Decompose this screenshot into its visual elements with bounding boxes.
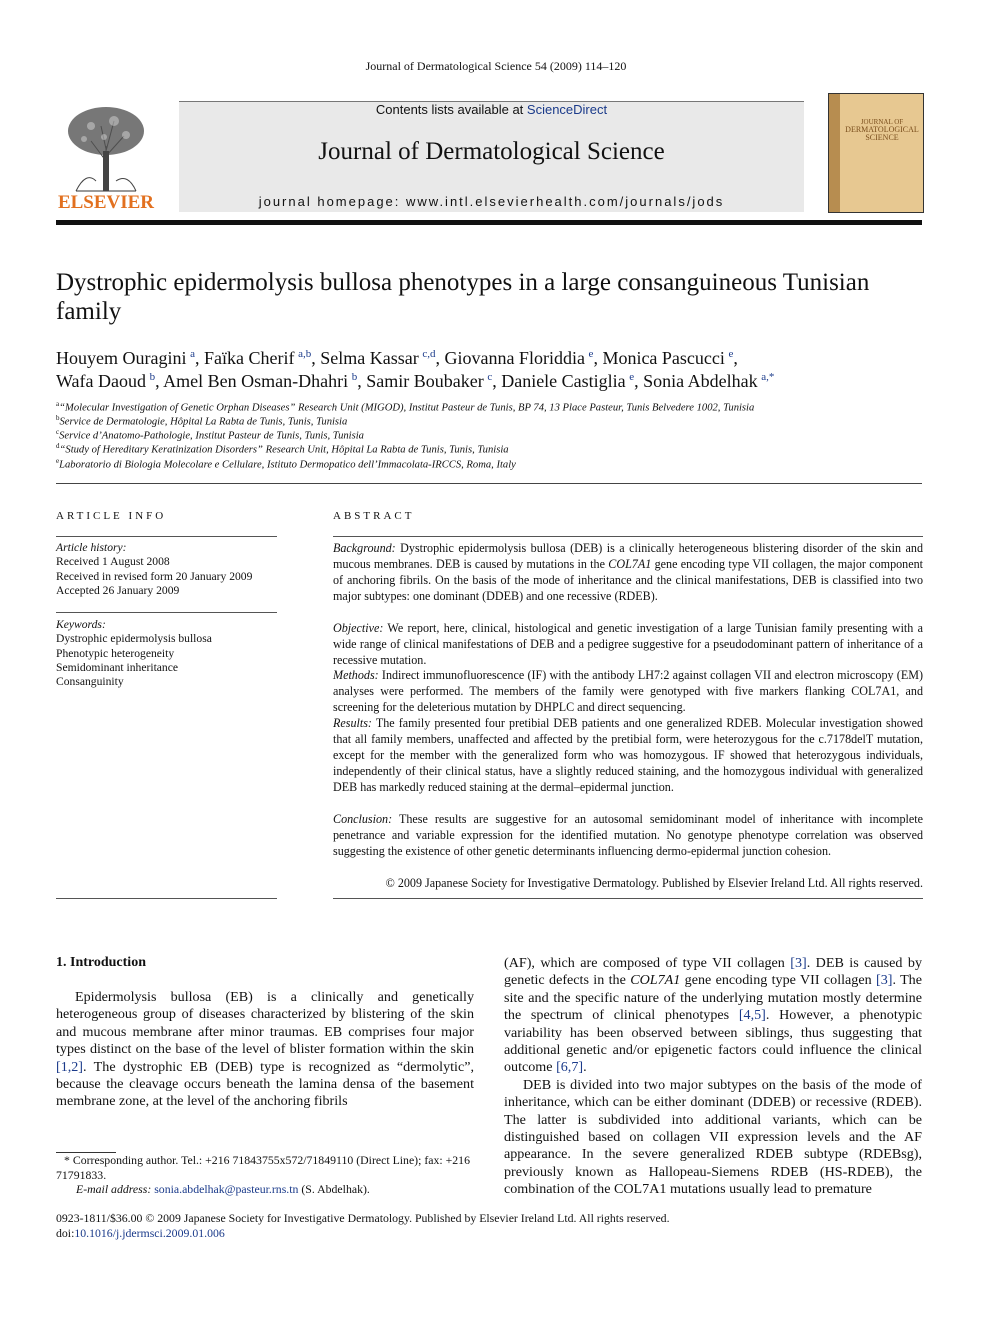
affiliation-mark: b (56, 414, 60, 422)
keyword: Dystrophic epidermolysis bullosa (56, 632, 212, 646)
keyword: Consanguinity (56, 675, 124, 689)
author-affiliation-mark[interactable]: c,d (422, 348, 436, 360)
author-name[interactable]: Daniele Castiglia (501, 371, 626, 391)
intro-text: . (583, 1059, 587, 1076)
intro-text: Epidermolysis bullosa (EB) is a clinically and genetically heterogeneous group of diseases characterized by blistering of the skin and mucous membrane after minor traumas. EB comprises four major types distinct on the base of the level of blister formation within the skin (56, 989, 474, 1058)
citation-link[interactable]: [3] (790, 955, 807, 971)
introduction-heading: 1. Introduction (56, 955, 146, 970)
affiliation-mark: d (56, 442, 60, 450)
background-text-b: gene encoding type VII collagen, the major component of anchoring fibrils. On the basis of the mode of inheritance and the clinical manifestations, DEB is classified into two major subtypes: one dominant (DDEB) and one recessive (RDEB). (333, 556, 923, 603)
gene-name: COL7A1 (630, 972, 681, 989)
email-line (56, 1182, 476, 1197)
sciencedirect-link[interactable]: ScienceDirect (526, 102, 608, 117)
article-info-rule (56, 536, 277, 537)
paper-title: Dystrophic epidermolysis bullosa phenotypes in a large consanguineous Tunisian family (56, 269, 870, 325)
author-affiliation-mark[interactable]: b (149, 371, 156, 383)
journal-homepage[interactable]: journal homepage: www.intl.elsevierhealth.com/journals/jods (258, 194, 725, 209)
article-info-heading: ARTICLE INFO (56, 510, 167, 522)
author-line-1: Houyem Ouragini $^a$, Faïka Cherif $^{a,b}$, Selma Kassar $^{c,d}$, Giovanna Floriddia $^e$, Monica Pascucci $^e$, (56, 348, 738, 368)
author-name[interactable]: Faïka Cherif (203, 348, 295, 368)
intro-paragraph-1 (56, 989, 474, 1111)
keywords-label: Keywords: (56, 618, 106, 631)
history-received: Received 1 August 2008 (56, 555, 170, 569)
abstract-rule (333, 536, 923, 537)
results-label: Results: (333, 716, 372, 730)
results-text: The family presented four pretibial DEB patients and one generalized RDEB. Molecular investigation showed that all family members, unaffected and affected by the pretibial form, were heterozygous for the c.7178delT mutation, except for the member with the generalized form who was homozygous. IF showed that heterozygous individuals, independently of their clinical status, have a slightly reduced staining, and the homozygous individual with generalized DEB has markedly reduced staining at the dermal–epidermal junction. (333, 716, 923, 794)
issn-line: 0923-1811/$36.00 © 2009 Japanese Society for Investigative Dermatology. Published by Elsevier Ireland Ltd. All rights reserved. (56, 1211, 670, 1225)
author-affiliation-mark[interactable]: a,b (298, 348, 312, 360)
objective-label: Objective: (333, 621, 384, 635)
cover-title-line3: SCIENCE (865, 133, 899, 142)
background-gene: COL7A1 (608, 556, 652, 571)
author-line-2: Wafa Daoud $^b$, Amel Ben Osman-Dhahri $^b$, Samir Boubaker $^c$, Daniele Castiglia $^e$, Sonia Abdelhak $^{a,*}$ (56, 371, 775, 391)
abstract-conclusion (333, 812, 923, 860)
contents-line (179, 102, 804, 117)
intro-text: (AF), which are composed of type VII collagen (504, 955, 791, 971)
page-footer (56, 1211, 922, 1241)
affiliation-text: Service d’Anatomo-Pathologie, Institut Pasteur de Tunis, Tunis, Tunisia (59, 430, 364, 442)
affiliation-text: Laboratorio di Biologia Molecolare e Cellulare, Istituto Dermopatico dell’Immacolata-IRCCS, Roma, Italy (59, 459, 516, 471)
intro-text: . DEB is caused by genetic defects in the (504, 955, 922, 989)
email-link[interactable]: sonia.abdelhak@pasteur.rns.tn (154, 1182, 299, 1196)
abstract-objective (333, 621, 923, 669)
section-rule (56, 483, 922, 484)
contents-prefix: Contents lists available at (375, 102, 527, 117)
intro-text: . However, a phenotypic variability has been observed between siblings, thus suggesting that additional genetic and/or epigenetic factors could influence the clinical outcome (504, 1007, 923, 1076)
author-name[interactable]: Monica Pascucci (602, 348, 725, 368)
methods-text: Indirect immunofluorescence (IF) with the antibody LH7:2 against collagen VII and electron microscopy (EM) analyses were performed. The members of the family were genotyped with five markers flanking COL7A1, and screening for the deleterious mutation by DHPLC and direct sequencing. (333, 668, 923, 714)
doi-prefix: doi: (56, 1226, 75, 1240)
history-label: Article history: (56, 541, 127, 554)
intro-text: . The site and the specific nature of the underlying mutation mostly determine the spectrum of clinical phenotypes (504, 972, 922, 1024)
affiliation-mark: a (56, 400, 60, 408)
doi-line (56, 1226, 922, 1241)
abstract-copyright: © 2009 Japanese Society for Investigative Dermatology. Published by Elsevier Ireland Ltd. All rights reserved. (385, 876, 923, 890)
journal-title: Journal of Dermatological Science (318, 138, 665, 165)
elsevier-wordmark: ELSEVIER (57, 192, 155, 213)
citation-link[interactable]: [3] (876, 972, 893, 989)
author-affiliation-mark[interactable]: c (487, 371, 493, 383)
background-text-a: Dystrophic epidermolysis bullosa (DEB) is a clinically heterogeneous blistering disorder of the skin and mucous membranes. DEB is caused by mutations in the (333, 541, 923, 571)
body-column-left (56, 989, 474, 1111)
affiliation-text: “Study of Hereditary Keratinization Disorders” Research Unit, Hôpital La Rabta de Tunis, Tunis, Tunisia (59, 444, 509, 456)
intro-text: gene encoding type VII collagen (680, 972, 877, 989)
keywords-rule (56, 612, 277, 613)
body-column-right (504, 955, 922, 1199)
methods-label: Methods: (333, 668, 379, 682)
cover-title-line1: JOURNAL OF (860, 118, 904, 126)
objective-text: We report, here, clinical, histological and genetic investigation of a large Tunisian family presenting with a wide range of clinical manifestations of DEB and a pedigree suggestive for a pseudodominant pattern of inheritance of a recessive mutation. (333, 621, 923, 667)
cover-spine (829, 94, 840, 212)
conclusion-text: These results are suggestive for an autosomal semidominant model of inheritance with incomplete penetrance and variable expression for the identified mutation. No genotype phenotype correlation was observed suggesting the existence of other genetic determinants influencing dermo-epidermal junction cohesion. (333, 812, 923, 858)
author-name[interactable]: Giovanna Floriddia (444, 348, 585, 368)
email-label: E-mail address: (76, 1182, 152, 1196)
affiliation-text: “Molecular Investigation of Genetic Orphan Diseases” Research Unit (MIGOD), Institut Pasteur de Tunis, BP 74, 13 Place Pasteur, Tunis Belvedere 1002, Tunisia (59, 402, 755, 414)
history-revised: Received in revised form 20 January 2009 (56, 569, 253, 583)
footnote (56, 1153, 476, 1197)
journal-cover-thumbnail (828, 93, 924, 213)
history-accepted: Accepted 26 January 2009 (56, 583, 180, 597)
author-name[interactable]: Wafa Daoud (56, 371, 147, 391)
keywords-block (56, 618, 277, 689)
article-history (56, 541, 277, 598)
affiliation-e (56, 454, 922, 473)
abstract-methods (333, 668, 923, 716)
citation-link[interactable]: [6,7] (556, 1059, 584, 1076)
corresponding-author: * Corresponding author. Tel.: +216 71843755x572/71849110 (Direct Line); fax: +216 71791833. (56, 1153, 470, 1182)
citation-link[interactable]: [1,2] (56, 1058, 84, 1075)
author-name[interactable]: Samir Boubaker (366, 371, 484, 391)
abstract-background (333, 541, 923, 605)
author-name[interactable]: Houyem Ouragini (56, 348, 187, 368)
journal-citation: Journal of Dermatological Science 54 (2009) 114–120 (365, 59, 627, 73)
affiliation-mark: e (56, 457, 60, 465)
abstract-heading: ABSTRACT (333, 510, 415, 522)
affiliation-mark: c (56, 428, 60, 436)
author-affiliation-mark[interactable]: b (351, 371, 358, 383)
author-name[interactable]: Amel Ben Osman-Dhahri (163, 371, 349, 391)
abstract-results (333, 716, 923, 796)
cover-title (841, 118, 923, 142)
article-info-end-rule (56, 898, 277, 899)
author-affiliation-mark[interactable]: e (588, 348, 594, 360)
background-label: Background: (333, 541, 396, 555)
conclusion-label: Conclusion: (333, 812, 393, 826)
author-affiliation-mark[interactable]: e (728, 348, 734, 360)
doi-link[interactable]: 10.1016/j.jdermsci.2009.01.006 (74, 1226, 225, 1240)
cover-title-line2: DERMATOLOGICAL (845, 125, 919, 134)
abstract-end-rule (333, 898, 923, 899)
author-name[interactable]: Sonia Abdelhak (643, 371, 758, 391)
affiliation-text: Service de Dermatologie, Hôpital La Rabta de Tunis, Tunis, Tunisia (59, 416, 348, 428)
author-affiliation-mark[interactable]: a,* (761, 371, 775, 383)
header-rule (56, 220, 922, 225)
intro-paragraph-1-continued (504, 955, 922, 1077)
email-suffix: (S. Abdelhak). (298, 1182, 370, 1196)
keyword: Semidominant inheritance (56, 660, 179, 674)
keyword: Phenotypic heterogeneity (56, 646, 175, 660)
intro-text: . The dystrophic EB (DEB) type is recognized as “dermolytic”, because the cleavage occurs beneath the lamina densa of the basement membrane zone, at the level of the anchoring fibrils (56, 1058, 474, 1110)
author-affiliation-mark[interactable]: e (629, 371, 635, 383)
intro-paragraph-2: DEB is divided into two major subtypes on the basis of the mode of inheritance, which can be either dominant (DDEB) or recessive (RDEB). The latter is subdivided into additional variants, which can be distinguished based on collagen VII expression levels and the AF appearance. In the severe generalized RDEB subtype (RDEBsg), previously known as Hallopeau-Siemens RDEB (HS-RDEB), the combination of the COL7A1 mutations usually lead to premature (504, 1076, 922, 1198)
citation-link[interactable]: [4,5] (738, 1007, 766, 1024)
author-affiliation-mark[interactable]: a (190, 348, 195, 360)
author-name[interactable]: Selma Kassar (320, 348, 419, 368)
